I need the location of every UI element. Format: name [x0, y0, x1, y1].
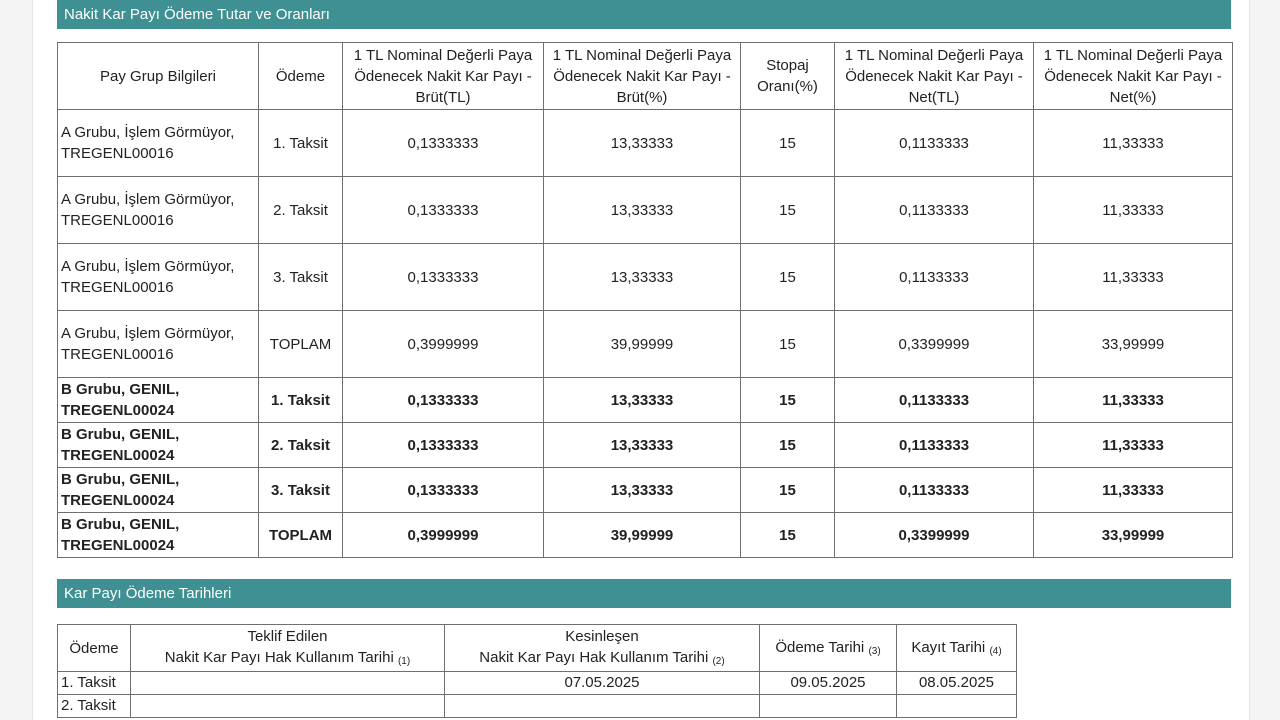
table-cell: B Grubu, GENIL, TREGENL00024 — [58, 378, 259, 423]
table-cell: 15 — [741, 244, 835, 311]
column-header-odeme: Ödeme — [58, 625, 131, 672]
table-row — [58, 311, 1233, 378]
header-line: Teklif Edilen — [247, 628, 328, 645]
column-header-finalized-date — [445, 625, 760, 672]
section-title-text: Nakit Kar Payı Ödeme Tutar ve Oranları — [64, 6, 330, 23]
table-cell: 11,33333 — [1034, 423, 1233, 468]
table-cell: 09.05.2025 — [760, 672, 897, 695]
table-cell: 13,33333 — [544, 468, 741, 513]
table-cell: B Grubu, GENIL, TREGENL00024 — [58, 423, 259, 468]
column-header-offered-date — [131, 625, 445, 672]
table-cell: 13,33333 — [544, 423, 741, 468]
table-cell: 0,1133333 — [835, 177, 1034, 244]
table-header-row — [58, 625, 1017, 672]
column-header-record-date — [897, 625, 1017, 672]
table-cell: 11,33333 — [1034, 177, 1233, 244]
table-row — [58, 244, 1233, 311]
column-header: Pay Grup Bilgileri — [58, 43, 259, 110]
table-cell: A Grubu, İşlem Görmüyor, TREGENL00016 — [58, 177, 259, 244]
footnote-marker: (3) — [868, 645, 881, 657]
table-cell: 15 — [741, 378, 835, 423]
table-cell: B Grubu, GENIL, TREGENL00024 — [58, 468, 259, 513]
table-cell: 13,33333 — [544, 378, 741, 423]
page-container — [32, 0, 1250, 720]
table-cell: 11,33333 — [1034, 110, 1233, 177]
header-line: Nakit Kar Payı Hak Kullanım Tarihi — [479, 649, 709, 666]
column-header: Ödeme — [259, 43, 343, 110]
table-cell: 11,33333 — [1034, 378, 1233, 423]
header-line: Kayıt Tarihi — [911, 638, 986, 656]
table-row — [58, 177, 1233, 244]
table-cell: 08.05.2025 — [897, 672, 1017, 695]
section-title-payout-dates — [57, 579, 1231, 608]
section-title-payout-amounts — [57, 0, 1231, 29]
table-cell: 0,1133333 — [835, 110, 1034, 177]
table-cell: TOPLAM — [259, 311, 343, 378]
table-cell: 0,3999999 — [343, 513, 544, 558]
table-cell: 07.05.2025 — [445, 672, 760, 695]
table-cell: 33,99999 — [1034, 513, 1233, 558]
table-cell: 39,99999 — [544, 513, 741, 558]
table-cell: A Grubu, İşlem Görmüyor, TREGENL00016 — [58, 110, 259, 177]
table-row — [58, 378, 1233, 423]
table-cell: TOPLAM — [259, 513, 343, 558]
table-row — [58, 423, 1233, 468]
table-cell: 0,1133333 — [835, 244, 1034, 311]
column-header: 1 TL Nominal Değerli Paya Ödenecek Nakit Kar Payı - Brüt(TL) — [343, 43, 544, 110]
column-header: Stopaj Oranı(%) — [741, 43, 835, 110]
table-cell: 0,1133333 — [835, 468, 1034, 513]
footnote-marker: (4) — [989, 645, 1002, 657]
table-cell: 15 — [741, 513, 835, 558]
table-cell: 1. Taksit — [259, 378, 343, 423]
footnote-marker: (1) — [397, 656, 411, 667]
table-cell: 1. Taksit — [259, 110, 343, 177]
table-cell: B Grubu, GENIL, TREGENL00024 — [58, 513, 259, 558]
table-cell: 3. Taksit — [259, 468, 343, 513]
table-header-row — [58, 43, 1233, 110]
table-cell: 15 — [741, 110, 835, 177]
table-cell: 0,1333333 — [343, 468, 544, 513]
table-cell — [760, 695, 897, 718]
header-line: Kesinleşen — [565, 628, 639, 645]
table-cell: 0,3999999 — [343, 311, 544, 378]
table-cell — [131, 695, 445, 718]
table-cell: 13,33333 — [544, 177, 741, 244]
header-line: Ödeme Tarihi — [775, 638, 865, 656]
table-cell: 0,1333333 — [343, 177, 544, 244]
table-cell: 15 — [741, 311, 835, 378]
table-cell: 13,33333 — [544, 110, 741, 177]
table-row — [58, 513, 1233, 558]
table-cell — [131, 672, 445, 695]
table-cell: 0,3399999 — [835, 513, 1034, 558]
table-cell: 33,99999 — [1034, 311, 1233, 378]
table-cell: A Grubu, İşlem Görmüyor, TREGENL00016 — [58, 244, 259, 311]
table-cell: 0,1333333 — [343, 110, 544, 177]
column-header: 1 TL Nominal Değerli Paya Ödenecek Nakit Kar Payı - Net(%) — [1034, 43, 1233, 110]
header-line: Nakit Kar Payı Hak Kullanım Tarihi — [164, 649, 394, 666]
footnote-marker: (2) — [712, 656, 725, 667]
table-cell: 0,1133333 — [835, 423, 1034, 468]
table-row — [58, 695, 1017, 718]
table-cell: 0,1333333 — [343, 378, 544, 423]
column-header-payment-date — [760, 625, 897, 672]
payout-amounts-table — [57, 42, 1233, 558]
table-cell: 11,33333 — [1034, 244, 1233, 311]
table-cell — [445, 695, 760, 718]
table-cell: 39,99999 — [544, 311, 741, 378]
table-row — [58, 468, 1233, 513]
table-cell: A Grubu, İşlem Görmüyor, TREGENL00016 — [58, 311, 259, 378]
table-cell: 2. Taksit — [58, 695, 131, 718]
table-cell: 15 — [741, 468, 835, 513]
table-cell — [897, 695, 1017, 718]
table-cell: 2. Taksit — [259, 177, 343, 244]
table-cell: 0,1133333 — [835, 378, 1034, 423]
table-cell: 0,1333333 — [343, 244, 544, 311]
table-cell: 15 — [741, 423, 835, 468]
table-cell: 3. Taksit — [259, 244, 343, 311]
table-cell: 0,1333333 — [343, 423, 544, 468]
table-cell: 15 — [741, 177, 835, 244]
section-title-text: Kar Payı Ödeme Tarihleri — [64, 585, 232, 602]
table-cell: 0,3399999 — [835, 311, 1034, 378]
table-cell: 13,33333 — [544, 244, 741, 311]
table-cell: 11,33333 — [1034, 468, 1233, 513]
table-cell: 1. Taksit — [58, 672, 131, 695]
table-row — [58, 672, 1017, 695]
table-row — [58, 110, 1233, 177]
column-header: 1 TL Nominal Değerli Paya Ödenecek Nakit Kar Payı - Net(TL) — [835, 43, 1034, 110]
payout-dates-table — [57, 624, 1017, 718]
table-cell: 2. Taksit — [259, 423, 343, 468]
column-header: 1 TL Nominal Değerli Paya Ödenecek Nakit Kar Payı - Brüt(%) — [544, 43, 741, 110]
